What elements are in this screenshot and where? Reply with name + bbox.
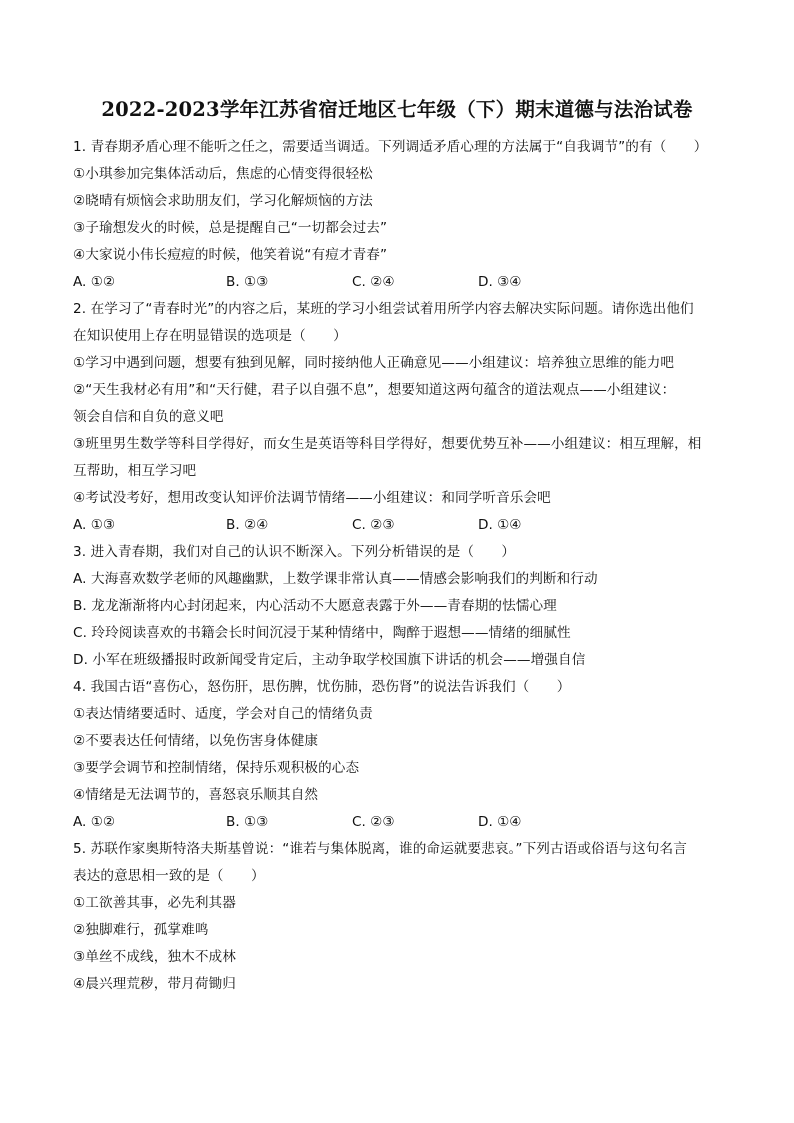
- question-1-stem: 1. 青春期矛盾心理不能听之任之，需要适当调适。下列调适矛盾心理的方法属于“自我调节”的有（ ）: [73, 139, 708, 155]
- question-3-stem: 3. 进入青春期，我们对自己的认识不断深入。下列分析错误的是（ ）: [73, 544, 516, 560]
- question-2-option-d: D. ①④: [478, 517, 522, 533]
- question-4-option-d: D. ①④: [478, 814, 522, 830]
- question-1-item-2: ②晓晴有烦恼会求助朋友们，学习化解烦恼的方法: [73, 193, 373, 209]
- question-5-item-2: ②独脚难行，孤掌难鸣: [73, 922, 209, 938]
- question-2-item-3: ③班里男生数学等科目学得好，而女生是英语等科目学得好，想要优势互补——小组建议：相互理解，相: [73, 436, 702, 452]
- question-4-stem: 4. 我国古语“喜伤心，怒伤肝，思伤脾，忧伤肺，恐伤肾”的说法告诉我们（ ）: [73, 679, 571, 695]
- question-2-option-a: A. ①③: [73, 517, 116, 533]
- question-4-item-2: ②不要表达任何情绪，以免伤害身体健康: [73, 733, 319, 749]
- question-2-item-2-cont: 领会自信和自负的意义吧: [73, 409, 224, 425]
- question-4-item-3: ③要学会调节和控制情绪，保持乐观积极的心态: [73, 760, 360, 776]
- question-5-stem-cont: 表达的意思相一致的是（ ）: [73, 868, 265, 884]
- question-2-option-b: B. ②④: [226, 517, 269, 533]
- question-4-option-a: A. ①②: [73, 814, 116, 830]
- question-1-item-3: ③子瑜想发火的时候，总是提醒自己“一切都会过去”: [73, 220, 388, 236]
- question-5-item-3: ③单丝不成线，独木不成林: [73, 949, 236, 965]
- question-2-item-4: ④考试没考好，想用改变认知评价法调节情绪——小组建议：和同学听音乐会吧: [73, 490, 551, 506]
- question-5-item-4: ④晨兴理荒秽，带月荷锄归: [73, 976, 236, 992]
- question-1-option-b: B. ①③: [226, 274, 269, 290]
- question-1-item-1: ①小琪参加完集体活动后，焦虑的心情变得很轻松: [73, 166, 373, 182]
- exam-title: 2022-2023学年江苏省宿迁地区七年级（下）期末道德与法治试卷: [101, 98, 693, 121]
- question-3-option-c: C. 玲玲阅读喜欢的书籍会长时间沉浸于某种情绪中，陶醉于遐想——情绪的细腻性: [73, 625, 571, 641]
- question-4-item-4: ④情绪是无法调节的，喜怒哀乐顺其自然: [73, 787, 319, 803]
- question-5-stem: 5. 苏联作家奥斯特洛夫斯基曾说：“谁若与集体脱离，谁的命运就要悲哀。”下列古语或俗语与这句名言: [73, 841, 687, 857]
- question-4-item-1: ①表达情绪要适时、适度，学会对自己的情绪负责: [73, 706, 373, 722]
- question-1-item-4: ④大家说小伟长痘痘的时候，他笑着说“有痘才青春”: [73, 247, 388, 263]
- question-3-option-a: A. 大海喜欢数学老师的风趣幽默，上数学课非常认真——情感会影响我们的判断和行动: [73, 571, 598, 587]
- question-2-item-2: ②“天生我材必有用”和“天行健，君子以自强不息”，想要知道这两句蕴含的道法观点——小组建议：: [73, 382, 676, 398]
- question-2-item-1: ①学习中遇到问题，想要有独到见解，同时接纳他人正确意见——小组建议：培养独立思维的能力吧: [73, 355, 675, 371]
- question-2-stem-cont: 在知识使用上存在明显错误的选项是（ ）: [73, 328, 347, 344]
- question-4-option-b: B. ①③: [226, 814, 269, 830]
- question-1-option-c: C. ②④: [352, 274, 395, 290]
- question-1-option-a: A. ①②: [73, 274, 116, 290]
- question-3-option-b: B. 龙龙渐渐将内心封闭起来，内心活动不大愿意表露于外——青春期的怯懦心理: [73, 598, 557, 614]
- question-3-option-d: D. 小军在班级播报时政新闻受肯定后，主动争取学校国旗下讲话的机会——增强自信: [73, 652, 586, 668]
- question-5-item-1: ①工欲善其事，必先利其器: [73, 895, 236, 911]
- question-4-option-c: C. ②③: [352, 814, 395, 830]
- question-2-item-3-cont: 互帮助，相互学习吧: [73, 463, 197, 479]
- question-2-stem: 2. 在学习了“青春时光”的内容之后，某班的学习小组尝试着用所学内容去解决实际问题。请你选出他们: [73, 301, 694, 317]
- question-2-option-c: C. ②③: [352, 517, 395, 533]
- question-1-option-d: D. ③④: [478, 274, 522, 290]
